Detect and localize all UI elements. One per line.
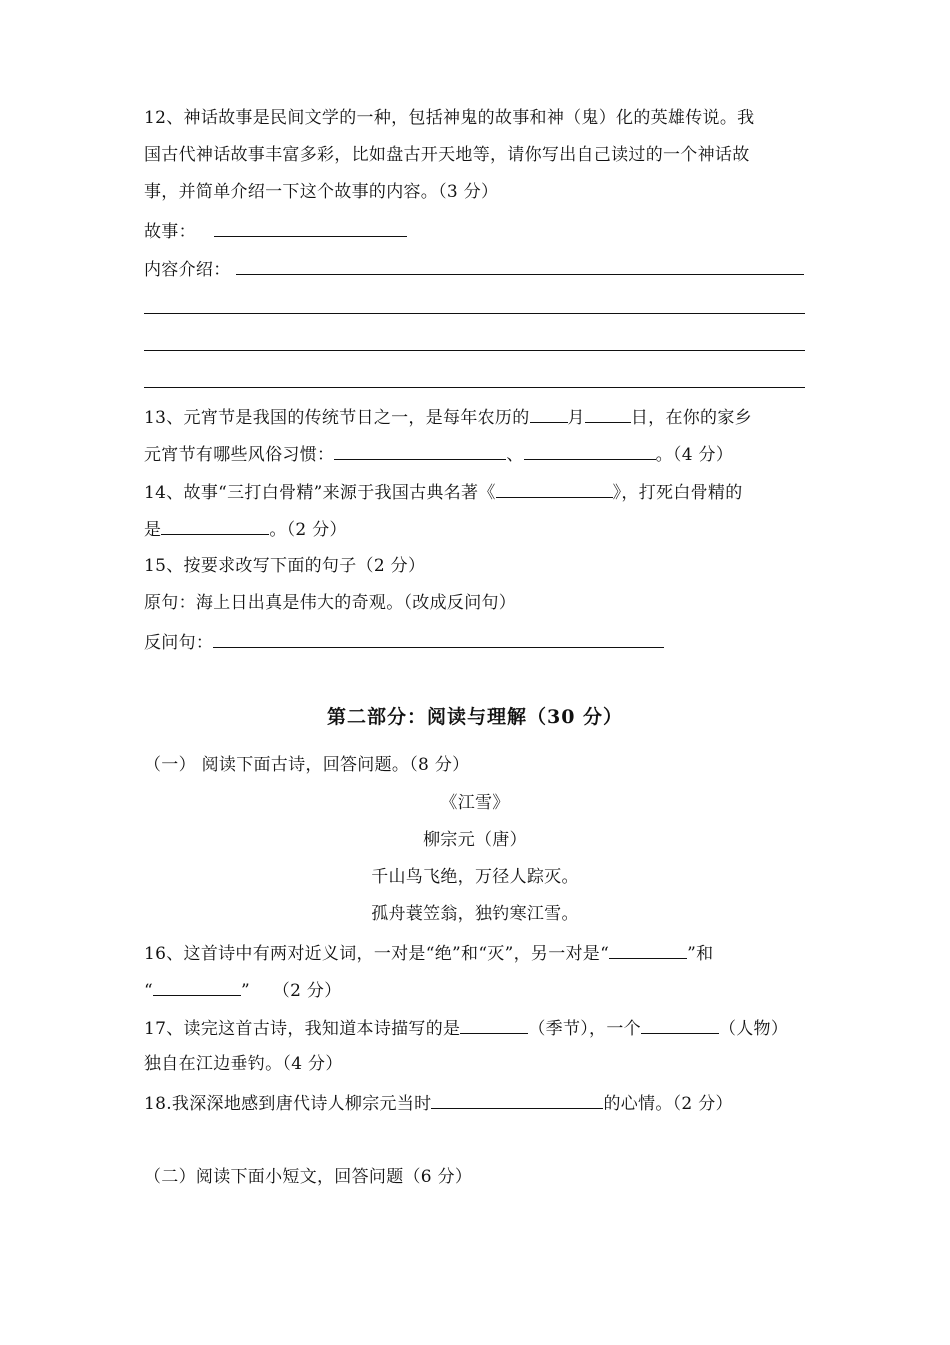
q13-line-2 — [144, 442, 733, 466]
q12-content-blank[interactable] — [236, 257, 804, 275]
q14-line-2 — [144, 517, 347, 541]
q13-month-blank[interactable] — [530, 405, 568, 423]
q12-answer-line-3[interactable] — [144, 387, 805, 388]
section-b-instruction: （二）阅读下面小短文，回答问题（6 分） — [144, 1167, 473, 1187]
q12-line-3: 事，并简单介绍一下这个故事的内容。（3 分） — [144, 182, 499, 202]
q12-story-blank[interactable] — [214, 219, 407, 237]
q14-person-blank[interactable] — [161, 517, 269, 535]
q12-answer-line-2[interactable] — [144, 350, 805, 351]
poem-verse-2: 孤舟蓑笠翁，独钓寒江雪。 — [371, 904, 579, 924]
q13-custom-blank-1[interactable] — [334, 442, 506, 460]
q13-text-5: 、 — [506, 445, 524, 465]
q14-text-2: 》，打死白骨精的 — [612, 483, 743, 503]
q12-line-2: 国古代神话故事丰富多彩，比如盘古开天地等，请你写出自己读过的一个神话故 — [144, 145, 750, 165]
q12-answer-line-1[interactable] — [144, 313, 805, 314]
q16-word-blank-1[interactable] — [609, 941, 687, 959]
q18-feeling-blank[interactable] — [431, 1091, 603, 1109]
q14-book-blank[interactable] — [496, 480, 613, 498]
q12-story-row — [144, 219, 407, 243]
q14-text-4: 。（2 分） — [269, 520, 347, 540]
q12-content-label: 内容介绍： — [144, 260, 231, 280]
q17-line-1 — [144, 1016, 788, 1040]
q16-text-1: 16、这首诗中有两对近义词，一对是“绝”和“灭”，另一对是“ — [144, 944, 610, 964]
poem-verse-1: 千山鸟飞绝，万径人踪灭。 — [371, 867, 579, 887]
q12-story-label: 故事： — [144, 222, 196, 242]
q12-line-1: 12、神话故事是民间文学的一种，包括神鬼的故事和神（鬼）化的英雄传说。我 — [144, 108, 755, 128]
section-title: 第二部分：阅读与理解（30 分） — [326, 706, 624, 728]
q13-custom-blank-2[interactable] — [524, 442, 656, 460]
poem-instruction: （一） 阅读下面古诗，回答问题。（8 分） — [144, 755, 470, 775]
q13-day-blank[interactable] — [585, 405, 631, 423]
q13-text-6: 。（4 分） — [655, 445, 734, 465]
q16-text-4: ” （2 分） — [241, 981, 342, 1001]
q17-person-blank[interactable] — [641, 1016, 719, 1034]
q18-text-1: 18.我深深地感到唐代诗人柳宗元当时 — [144, 1094, 432, 1114]
q13-text-2: 月 — [567, 408, 585, 428]
q16-line-1 — [144, 941, 713, 965]
q16-text-2: ”和 — [687, 944, 714, 964]
q14-text-1: 14、故事“三打白骨精”来源于我国古典名著《 — [144, 483, 496, 503]
q14-line-1 — [144, 480, 743, 504]
q15-answer-blank[interactable] — [213, 630, 664, 648]
q16-line-2 — [144, 978, 342, 1002]
q14-text-3: 是 — [144, 520, 162, 540]
q17-line-2: 独自在江边垂钓。（4 分） — [144, 1054, 343, 1074]
poem-title: 《江雪》 — [440, 793, 510, 813]
q18-text-2: 的心情。（2 分） — [603, 1094, 733, 1114]
q15-line-2: 原句：海上日出真是伟大的奇观。（改成反问句） — [144, 593, 517, 613]
q15-answer-label: 反问句： — [144, 633, 214, 653]
q17-season-blank[interactable] — [460, 1016, 528, 1034]
q15-line-1: 15、按要求改写下面的句子（2 分） — [144, 556, 426, 576]
q17-text-3: （人物） — [718, 1019, 789, 1039]
q18-line-1 — [144, 1091, 733, 1115]
q13-text-3: 日，在你的家乡 — [630, 408, 752, 428]
q12-content-row — [144, 257, 804, 281]
q13-text-1: 13、元宵节是我国的传统节日之一，是每年农历的 — [144, 408, 530, 428]
q17-text-1: 17、读完这首古诗，我知道本诗描写的是 — [144, 1019, 461, 1039]
poem-author: 柳宗元（唐） — [423, 830, 527, 850]
q13-text-4: 元宵节有哪些风俗习惯： — [144, 445, 335, 465]
q17-text-2: （季节），一个 — [528, 1019, 641, 1039]
q16-word-blank-2[interactable] — [153, 978, 241, 996]
q15-answer-row — [144, 630, 664, 654]
q16-text-3: “ — [144, 981, 153, 1001]
q13-line-1 — [144, 405, 752, 429]
